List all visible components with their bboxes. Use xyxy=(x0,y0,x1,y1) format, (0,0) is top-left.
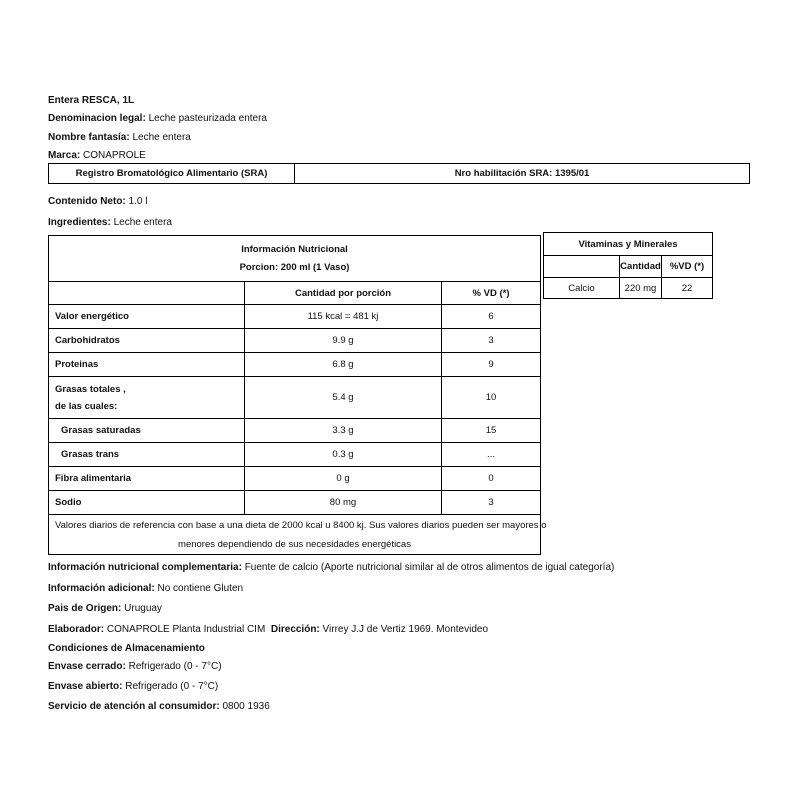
vitamins-col-amount: Cantidad xyxy=(620,256,662,278)
nutrition-columns-row xyxy=(49,282,541,305)
vitamin-name: Calcio xyxy=(544,278,620,299)
closed-storage-line: Envase cerrado: Refrigerado (0 - 7°C) xyxy=(48,661,222,672)
table-row xyxy=(49,467,541,491)
footnote-cell xyxy=(49,515,547,555)
registry-box xyxy=(48,163,750,184)
row-amount: 3.3 g xyxy=(245,419,442,443)
row-label: Grasas saturadas xyxy=(49,419,245,443)
ingredients-line: Ingredientes: Leche entera xyxy=(48,217,172,228)
row-amount: 5.4 g xyxy=(245,377,442,419)
row-vd: 15 xyxy=(442,419,541,443)
table-row xyxy=(49,353,541,377)
row-label: Carbohidratos xyxy=(49,329,245,353)
vitamins-title-row xyxy=(544,233,713,256)
row-vd: 9 xyxy=(442,353,541,377)
vitamins-table xyxy=(543,232,713,299)
vitamins-blank-header xyxy=(544,256,620,278)
vitamins-header-row xyxy=(544,256,713,278)
brand-line: Marca: CONAPROLE xyxy=(48,150,146,161)
table-row xyxy=(49,305,541,329)
row-label: Valor energético xyxy=(49,305,245,329)
table-row xyxy=(544,278,713,299)
footnote-row xyxy=(49,515,541,555)
row-label: Proteinas xyxy=(49,353,245,377)
open-storage-line: Envase abierto: Refrigerado (0 - 7°C) xyxy=(48,681,219,692)
vitamin-amount: 220 mg xyxy=(620,278,662,299)
consumer-service-line: Servicio de atención al consumidor: 0800 1936 xyxy=(48,701,270,712)
row-vd: 10 xyxy=(442,377,541,419)
row-label: Grasas trans xyxy=(49,443,245,467)
row-amount: 6.8 g xyxy=(245,353,442,377)
row-label-line2: de las cuales: xyxy=(55,400,118,412)
maker-line: Elaborador: CONAPROLE Planta Industrial CIM Dirección: Virrey J.J de Vertiz 1969. Montevideo xyxy=(48,624,489,635)
storage-title: Condiciones de Almacenamiento xyxy=(48,643,205,654)
footnote-line2: menores dependiendo de sus necesidades energéticas xyxy=(178,538,411,550)
country-line: Pais de Origen: Uruguay xyxy=(48,603,162,614)
table-row xyxy=(49,443,541,467)
table-row xyxy=(49,419,541,443)
row-vd: 0 xyxy=(442,467,541,491)
row-label-line1: Grasas totales , xyxy=(55,383,126,395)
nutrition-title: Información Nutricional xyxy=(241,243,348,255)
vitamin-vd: 22 xyxy=(662,278,713,299)
nutrition-title-cell xyxy=(49,236,541,282)
vitamins-title: Vitaminas y Minerales xyxy=(544,233,713,256)
additional-info-line: Información adicional: No contiene Gluten xyxy=(48,583,244,594)
row-vd: ... xyxy=(442,443,541,467)
row-amount: 0.3 g xyxy=(245,443,442,467)
row-amount: 9.9 g xyxy=(245,329,442,353)
vitamins-col-vd: %VD (*) xyxy=(662,256,713,278)
complementary-info-line: Información nutricional complementaria: Fuente de calcio (Aporte nutricional similar al de otros alimentos de igual categoría) xyxy=(48,562,615,573)
net-content-line: Contenido Neto: 1.0 l xyxy=(48,196,148,207)
row-amount: 0 g xyxy=(245,467,442,491)
col-amount-header: Cantidad por porción xyxy=(245,282,442,305)
row-label: Fibra alimentaria xyxy=(49,467,245,491)
nutrition-table xyxy=(48,235,547,555)
registry-number: Nro habilitación SRA: 1395/01 xyxy=(454,168,590,179)
legal-name-line: Denominacion legal: Leche pasteurizada entera xyxy=(48,113,267,124)
row-vd: 6 xyxy=(442,305,541,329)
table-row xyxy=(49,491,541,515)
table-row xyxy=(49,329,541,353)
fantasy-name-line: Nombre fantasía: Leche entera xyxy=(48,132,191,143)
footnote-line1: Valores diarios de referencia con base a una dieta de 2000 kcal u 8400 kj. Sus valores diarios pueden ser mayores o xyxy=(55,519,547,531)
nutrition-portion: Porcion: 200 ml (1 Vaso) xyxy=(239,261,350,273)
row-label xyxy=(49,377,245,419)
row-amount: 115 kcal = 481 kj xyxy=(245,305,442,329)
table-row xyxy=(49,377,541,419)
blank-header-cell xyxy=(49,282,245,305)
row-label: Sodio xyxy=(49,491,245,515)
registry-label: Registro Bromatológico Alimentario (SRA) xyxy=(49,164,295,183)
row-vd: 3 xyxy=(442,329,541,353)
nutrition-header-row xyxy=(49,236,541,282)
row-vd: 3 xyxy=(442,491,541,515)
row-amount: 80 mg xyxy=(245,491,442,515)
col-vd-header: % VD (*) xyxy=(442,282,541,305)
product-title: Entera RESCA, 1L xyxy=(48,95,135,106)
